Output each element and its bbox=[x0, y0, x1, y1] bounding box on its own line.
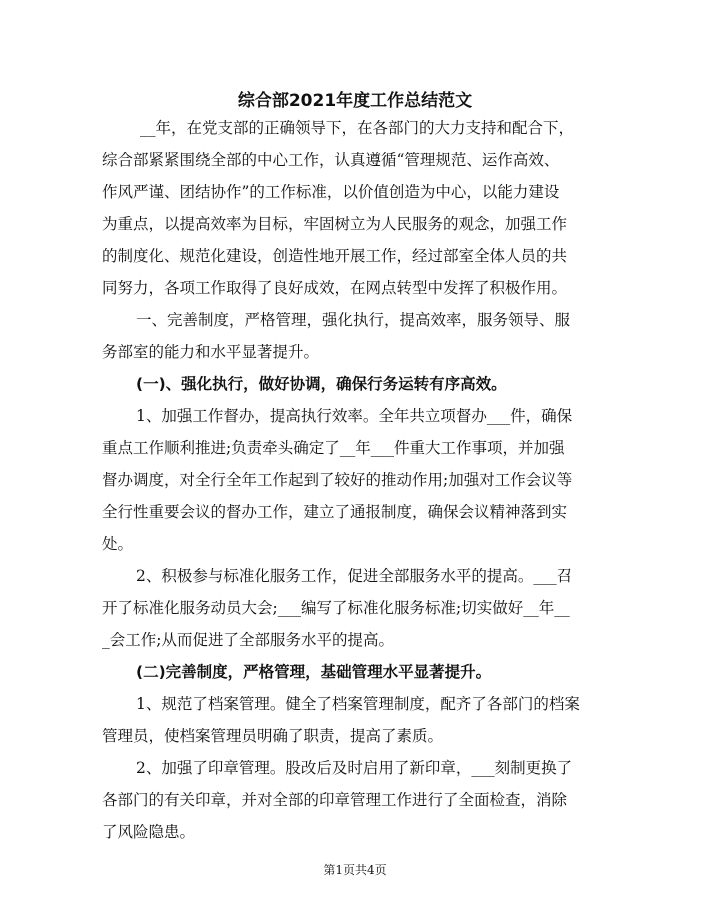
paragraph-line: 同努力，各项工作取得了良好成效，在网点转型中发挥了积极作用。 bbox=[102, 279, 568, 297]
paragraph-line: 1、加强工作督办，提高执行效率。全年共立项督办___件，确保 bbox=[136, 407, 573, 425]
paragraph-line: 各部门的有关印章，并对全部的印章管理工作进行了全面检查，消除 bbox=[102, 791, 568, 809]
paragraph-line: 了风险隐患。 bbox=[102, 823, 196, 841]
paragraph-line: 1、规范了档案管理。健全了档案管理制度，配齐了各部门的档案 bbox=[136, 695, 580, 713]
paragraph-line: 开了标准化服务动员大会;___编写了标准化服务标准;切实做好__年__ bbox=[102, 599, 570, 617]
paragraph-line: 2、加强了印章管理。股改后及时启用了新印章，___刻制更换了 bbox=[136, 759, 573, 777]
paragraph-line: 的制度化、规范化建设，创造性地开展工作，经过部室全体人员的共 bbox=[102, 247, 568, 265]
paragraph-line: 2、积极参与标准化服务工作，促进全部服务水平的提高。___召 bbox=[136, 567, 573, 585]
paragraph-line: 处。 bbox=[102, 535, 134, 553]
page-footer: 第1页共4页 bbox=[323, 863, 387, 877]
paragraph-line: 一、完善制度，严格管理，强化执行，提高效率，服务领导、服 bbox=[136, 311, 571, 329]
paragraph-line: 务部室的能力和水平显著提升。 bbox=[102, 343, 320, 361]
paragraph-line: 综合部紧紧围绕全部的中心工作，认真遵循“管理规范、运作高效、 bbox=[102, 151, 560, 169]
paragraph-line: 为重点，以提高效率为目标，牢固树立为人民服务的观念，加强工作 bbox=[102, 215, 568, 233]
paragraph-line: _会工作;从而促进了全部服务水平的提高。 bbox=[102, 631, 394, 649]
paragraph-line: 全行性重要会议的督办工作，建立了通报制度，确保会议精神落到实 bbox=[102, 503, 568, 521]
section-heading: (二)完善制度，严格管理，基础管理水平显著提升。 bbox=[136, 663, 492, 681]
page-title: 综合部2021年度工作总结范文 bbox=[237, 91, 473, 111]
paragraph-line: 作风严谨、团结协作”的工作标准，以价值创造为中心，以能力建设 bbox=[102, 183, 560, 201]
paragraph-line: 督办调度，对全行全年工作起到了较好的推动作用;加强对工作会议等 bbox=[102, 471, 573, 489]
paragraph-line: 管理员，使档案管理员明确了职责，提高了素质。 bbox=[102, 727, 444, 745]
section-heading: (一)、强化执行，做好协调，确保行务运转有序高效。 bbox=[136, 375, 507, 393]
paragraph-line: 重点工作顺利推进;负责牵头确定了__年___件重大工作事项，并加强 bbox=[102, 439, 565, 457]
paragraph-line: __年，在党支部的正确领导下，在各部门的大力支持和配合下， bbox=[140, 119, 575, 137]
